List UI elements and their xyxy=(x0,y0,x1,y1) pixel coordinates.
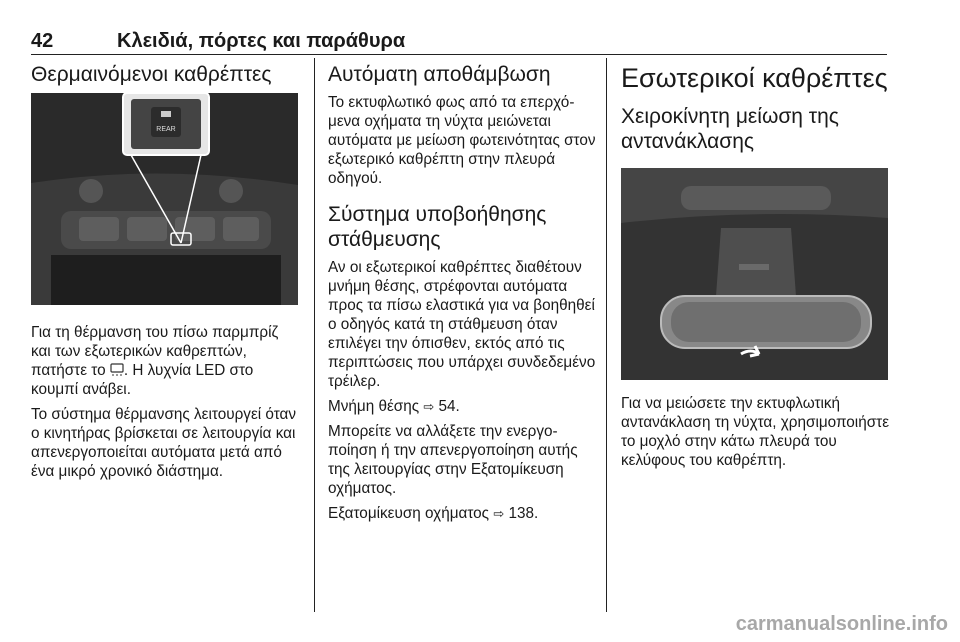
paragraph: Αν οι εξωτερικοί καθρέπτες διαθέτουν μνήμη θέσης, στρέφονται αυτόματα προς τα πίσω ελαστικά για να βοηθηθεί ο οδηγός κατά τη στάθμευση όταν επιλέγει την όπισθεν, εκτός από τις περιπτώσεις που υπάρχει συνδεδεμένο τρέιλερ. xyxy=(328,259,596,390)
paragraph: Για να μειώσετε την εκτυφλωτική αντανάκλαση τη νύχτα, χρησιμοποιήστε το μοχλό στην κάτω πλευρά του κελύφους του καθρέπτη. xyxy=(621,395,890,469)
column-divider xyxy=(606,58,607,612)
rear-label: REAR xyxy=(156,126,176,133)
dashboard-photo xyxy=(31,93,298,305)
mirror-photo xyxy=(621,168,888,380)
cross-reference: Μνήμη θέσης ⇨ 54. xyxy=(328,398,460,415)
section-heading: Θερμαινόμενοι καθρέπτες xyxy=(31,63,272,86)
page-number: 42 xyxy=(31,30,54,52)
column-auto-dimming xyxy=(328,62,596,529)
running-title: Κλειδιά, πόρτες και παράθυρα xyxy=(117,30,406,52)
column-heated-mirrors xyxy=(31,62,301,487)
paragraph: Το σύστημα θέρμανσης λειτουργεί όταν ο κινητήρας βρίσκεται σε λειτουργία και απενεργοποιείται αυτόματα μετά από ένα μικρό χρονικό διάστημα. xyxy=(31,406,297,480)
header-rule xyxy=(31,54,887,55)
paragraph: Το εκτυφλωτικό φως από τα επερχόμενα οχήματα τη νύχτα μειώνεται αυτόματα με μείωση φωτεινότητας στον εξωτερικό καθρέπτη στην πλευρά οδηγού. xyxy=(328,94,596,187)
paragraph: Μπορείτε να αλλάξετε την ενεργοποίηση ή την απενεργοποίηση αυτής της λειτουργίας στην Εξατομίκευση οχήματος. xyxy=(328,423,578,497)
watermark: carmanualsonline.info xyxy=(735,613,948,635)
page-ref-arrow-icon: ⇨ xyxy=(423,399,435,414)
mirror-illustration xyxy=(621,168,888,380)
page-header xyxy=(31,30,887,54)
sub-heading: Χειροκίνητη μείωση της αντανάκλασης xyxy=(621,105,839,153)
section-heading: Εσωτερικοί καθρέπτες xyxy=(621,63,888,93)
section-heading: Σύστημα υποβοήθησης στάθμευσης xyxy=(328,203,547,251)
page-ref-arrow-icon: ⇨ xyxy=(493,506,505,521)
dashboard-button-illustration xyxy=(31,93,298,305)
column-divider xyxy=(314,58,315,612)
page-link[interactable]: 54 xyxy=(438,398,456,415)
paragraph: Για τη θέρμανση του πίσω παρμπρίζ και των εξωτερικών καθρεπτών, πατήστε το . Η λυχνία LED στο κουμπί ανάβει. xyxy=(31,324,279,398)
column-interior-mirrors xyxy=(621,62,893,476)
rear-window-heating-icon xyxy=(110,363,124,377)
cross-reference: Εξατομίκευση οχήματος ⇨ 138. xyxy=(328,505,539,522)
page-link[interactable]: 138 xyxy=(508,505,534,522)
section-heading: Αυτόματη αποθάμβωση xyxy=(328,63,551,86)
